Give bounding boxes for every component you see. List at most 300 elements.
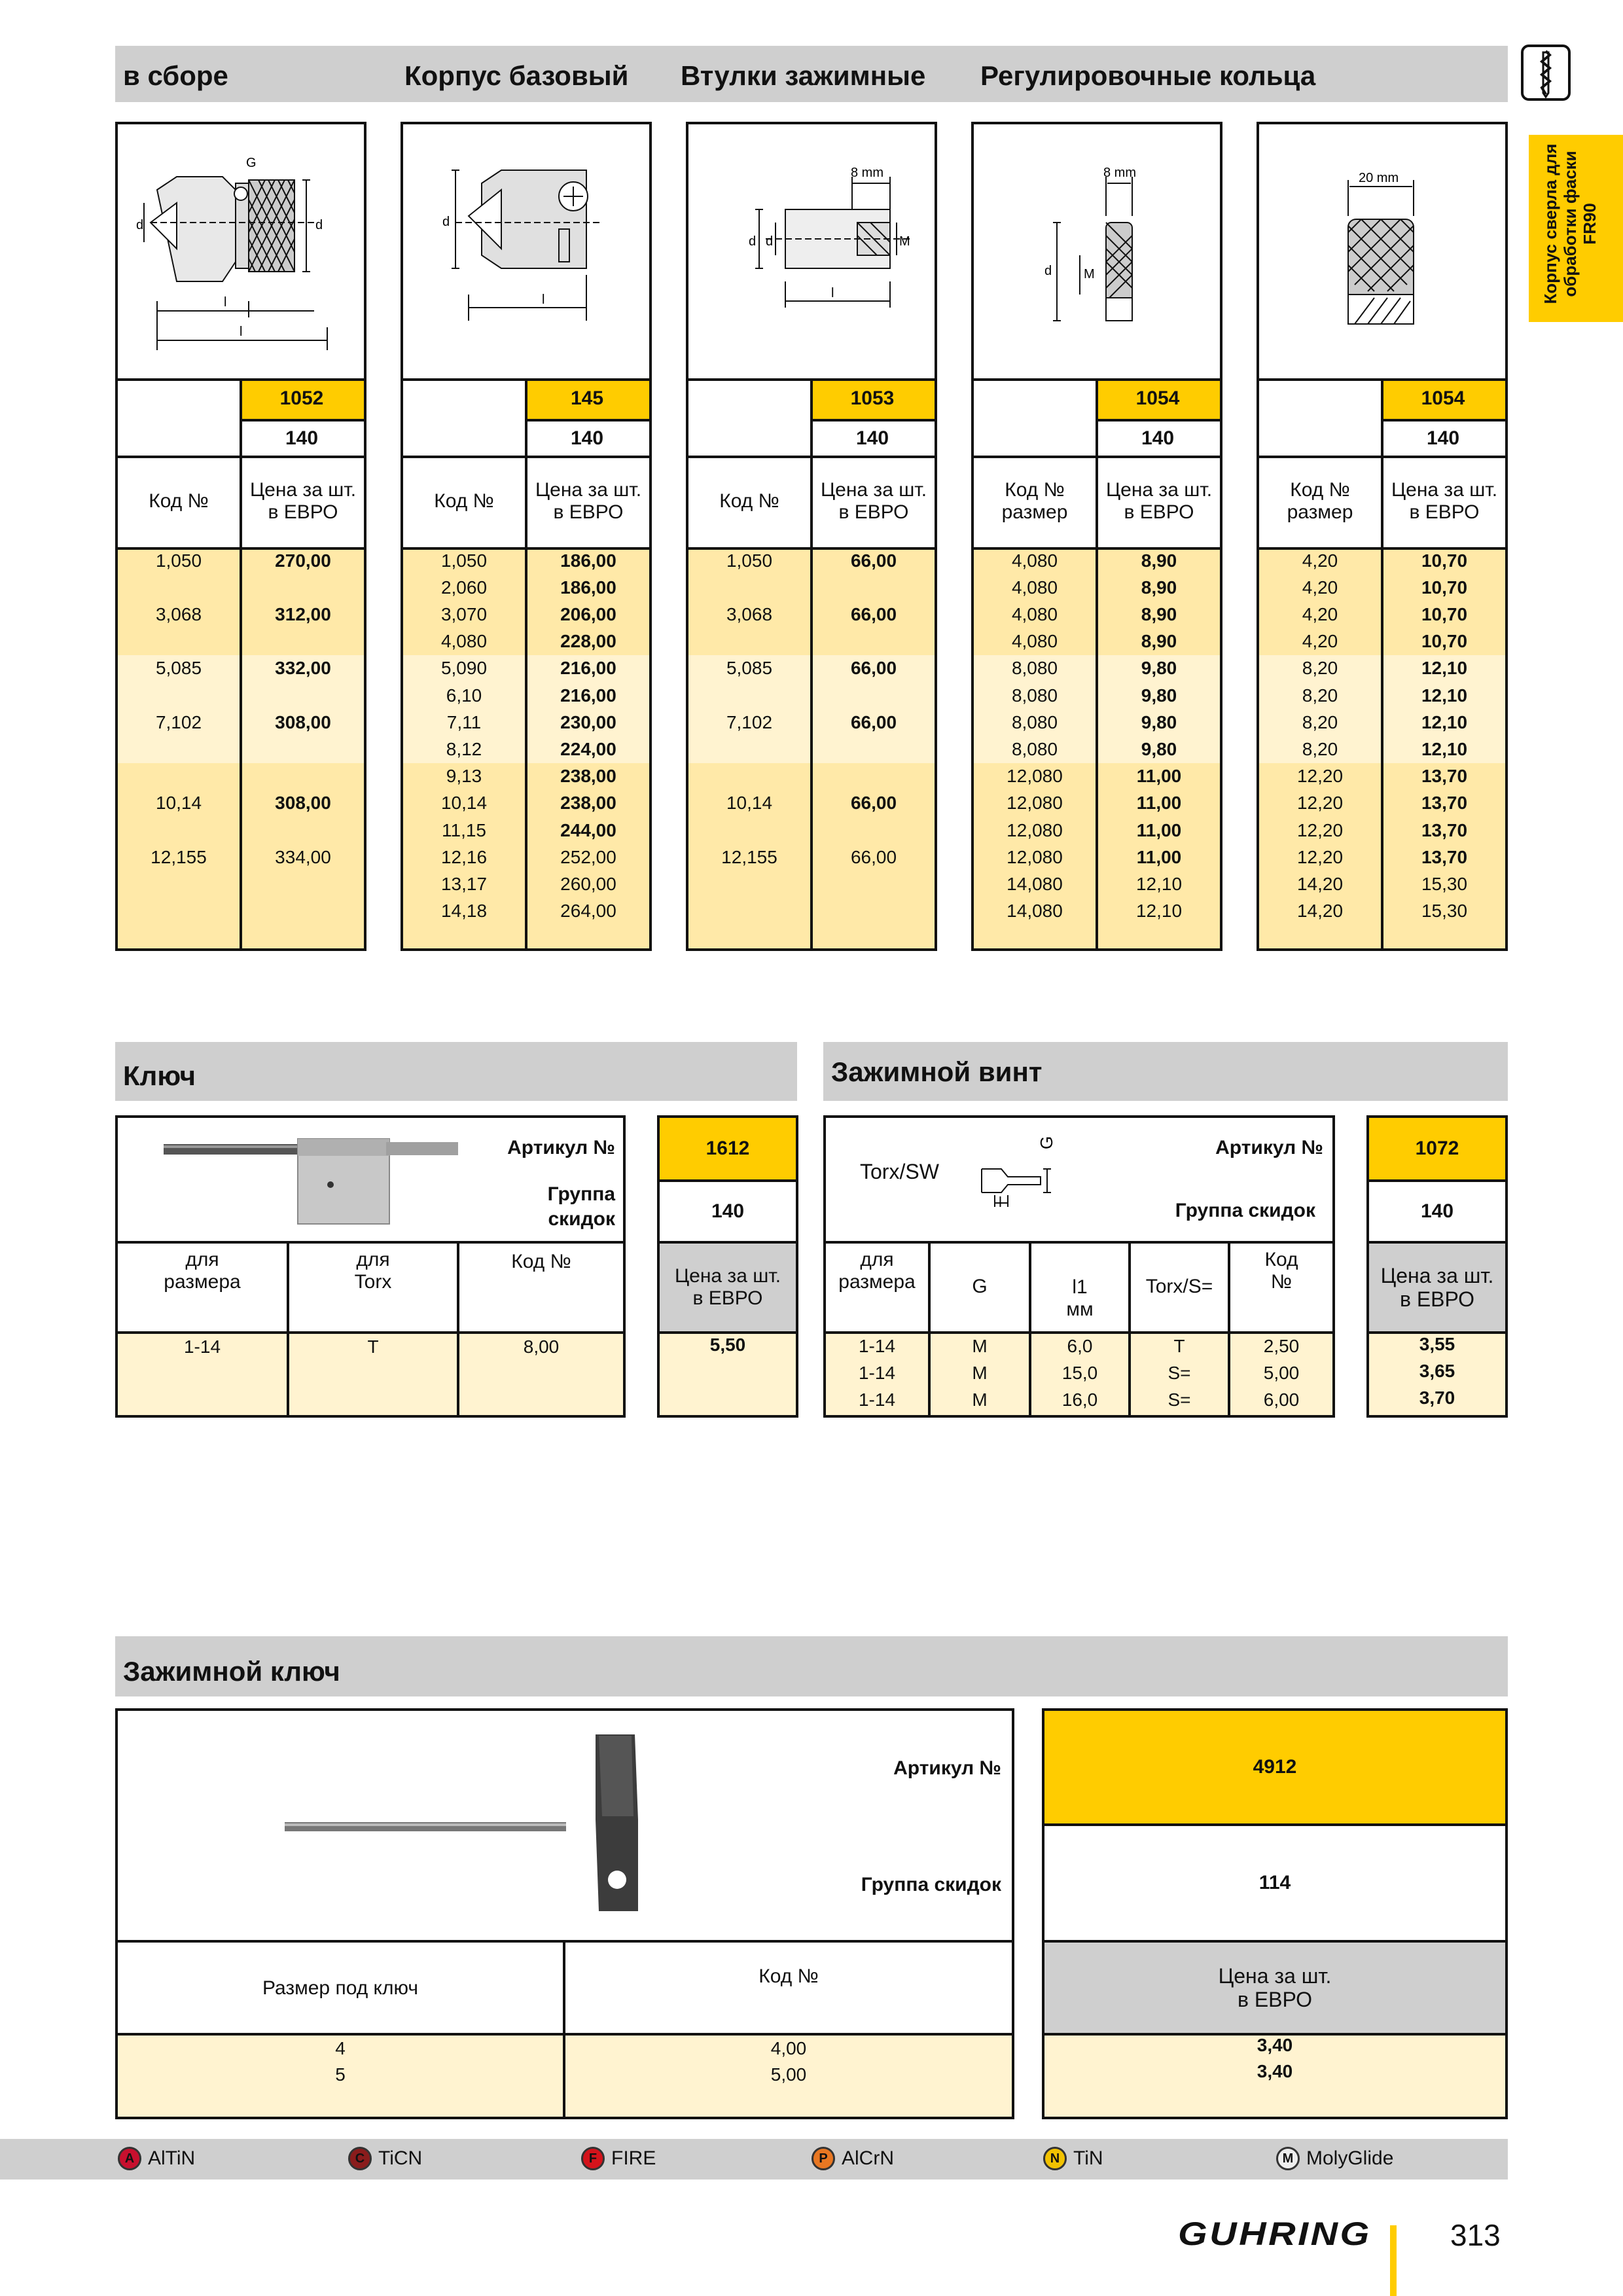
tkey-article-label: Артикул № — [893, 1757, 1001, 1779]
price-head-line: Цена за шт. — [1105, 479, 1213, 501]
code-head-line: размер — [1287, 501, 1353, 523]
price-cell — [242, 630, 364, 654]
price-cell — [813, 737, 935, 761]
assembled-drawing — [131, 131, 366, 367]
price-column-head — [1383, 458, 1505, 545]
coating-item — [348, 2145, 422, 2172]
price-cell: 216,00 — [560, 685, 616, 706]
code-cell: 14,080 — [1007, 901, 1063, 922]
code-cell: 12,080 — [1007, 819, 1063, 840]
price-head-line: в ЕВРО — [1409, 501, 1480, 523]
key-col2-head-l2: Torx — [354, 1271, 392, 1293]
code-cell: 5,090 — [440, 658, 488, 679]
hex-key-image — [164, 1132, 504, 1230]
screw-cell: S= — [1168, 1363, 1191, 1383]
label-d2: d — [749, 234, 757, 249]
price-cell: 12,10 — [1421, 711, 1468, 732]
price-cell — [813, 899, 935, 924]
code-cell: 4,20 — [1302, 631, 1338, 652]
screw-title: Зажимной винт — [831, 1056, 1043, 1087]
price-cell: 9,80 — [1141, 711, 1177, 732]
key-col2-head — [289, 1249, 457, 1295]
screw-col-head-line: № — [1270, 1271, 1293, 1293]
price-head-line: в ЕВРО — [268, 501, 338, 523]
label-d2: d — [315, 218, 323, 232]
price-column-head — [1098, 458, 1220, 545]
code-cell: 12,20 — [1296, 846, 1344, 867]
screw-cell: 5,00 — [1263, 1363, 1300, 1383]
coating-label: TiCN — [378, 2147, 423, 2169]
discount-group: 140 — [855, 427, 889, 449]
side-tab-line2: обработки фаски — [1560, 151, 1580, 297]
key-price-head-l1: Цена за шт. — [674, 1265, 781, 1287]
code-cell: 8,20 — [1302, 738, 1338, 759]
screw-cell: 1-14 — [858, 1336, 896, 1356]
price-cell: 66,00 — [850, 550, 897, 571]
key-row-size: 1-14 — [183, 1336, 221, 1357]
price-cell: 230,00 — [560, 711, 616, 732]
price-cell: 260,00 — [560, 873, 616, 894]
screw-cell: 6,00 — [1263, 1390, 1300, 1410]
tkey-article: 4912 — [1044, 1711, 1505, 1823]
price-cell: 66,00 — [850, 793, 897, 814]
label-d1: d — [136, 218, 144, 232]
coating-altin-icon: A — [118, 2147, 141, 2170]
key-header-bar — [115, 1042, 797, 1101]
code-cell: 12,16 — [440, 846, 488, 867]
torx-label: Torx/SW — [860, 1160, 939, 1183]
price-cell: 186,00 — [560, 550, 616, 571]
price-cell: 11,00 — [1136, 766, 1182, 787]
tkey-row-code: 5,00 — [770, 2064, 807, 2085]
price-cell: 12,10 — [1421, 685, 1468, 706]
t-handle-key-image — [281, 1728, 674, 1924]
code-cell: 12,080 — [1007, 766, 1063, 787]
code-cell: 3,070 — [440, 603, 488, 624]
tkey-price-head-l1: Цена за шт. — [1218, 1964, 1332, 1988]
key-row-code: 8,00 — [523, 1336, 560, 1357]
code-cell: 8,080 — [1011, 711, 1058, 732]
tkey-title: Зажимной ключ — [123, 1656, 340, 1687]
label-l1: l — [542, 293, 545, 307]
code-cell — [688, 764, 810, 789]
header-base-body: Корпус базовый — [404, 60, 629, 91]
code-cell: 12,20 — [1296, 819, 1344, 840]
screw-cell: M — [972, 1390, 988, 1410]
price-cell: 13,70 — [1421, 819, 1468, 840]
header-adjust-rings: Регулировочные кольца — [980, 60, 1316, 91]
price-cell: 224,00 — [560, 738, 616, 759]
key-group: 140 — [711, 1200, 745, 1222]
coating-label: FIRE — [611, 2147, 656, 2169]
code-cell: 10,14 — [440, 793, 488, 814]
price-column-head — [527, 458, 649, 545]
code-cell: 8,20 — [1302, 658, 1338, 679]
code-cell: 8,12 — [446, 738, 482, 759]
price-cell: 244,00 — [560, 819, 616, 840]
base-body-drawing — [416, 144, 639, 353]
code-cell: 12,080 — [1007, 846, 1063, 867]
screw-drawing — [969, 1130, 1067, 1208]
code-head-line: Код № — [1005, 479, 1065, 501]
side-tab-line1: Корпус сверла для — [1541, 143, 1560, 304]
screw-cell: T — [1173, 1336, 1185, 1356]
tkey-row-size: 4 — [335, 2038, 346, 2058]
code-cell: 14,18 — [440, 901, 488, 922]
code-cell — [688, 575, 810, 600]
coating-label: TiN — [1073, 2147, 1103, 2169]
code-cell: 4,080 — [440, 631, 488, 652]
price-cell: 312,00 — [275, 603, 331, 624]
code-cell — [688, 872, 810, 896]
price-cell: 66,00 — [850, 711, 897, 732]
key-row-torx: T — [367, 1336, 379, 1357]
price-cell: 252,00 — [560, 846, 616, 867]
price-cell — [813, 764, 935, 789]
screw-price-head-l2: в ЕВРО — [1399, 1287, 1475, 1311]
code-cell — [118, 764, 240, 789]
key-title: Ключ — [123, 1060, 196, 1091]
code-cell — [118, 683, 240, 708]
screw-article-label: Артикул № — [1215, 1137, 1323, 1158]
price-cell: 238,00 — [560, 793, 616, 814]
ring-drawing — [982, 164, 1204, 347]
code-cell: 9,13 — [446, 766, 482, 787]
code-cell: 1,050 — [155, 550, 202, 571]
ring-20mm-drawing — [1263, 164, 1486, 347]
price-cell — [813, 630, 935, 654]
tkey-row-code: 4,00 — [770, 2038, 807, 2058]
price-cell: 12,10 — [1135, 873, 1183, 894]
code-cell: 3,068 — [726, 603, 773, 624]
label-20mm: 20 mm — [1359, 171, 1399, 185]
price-cell: 15,30 — [1421, 873, 1468, 894]
label-d1: d — [766, 234, 774, 249]
price-cell — [242, 683, 364, 708]
screw-group-label: Группа скидок — [1175, 1200, 1315, 1221]
screw-article: 1072 — [1369, 1118, 1505, 1179]
code-cell: 1,050 — [440, 550, 488, 571]
price-cell — [242, 872, 364, 896]
tkey-col1-head: Размер под ключ — [262, 1977, 418, 1999]
screw-cell: 1-14 — [858, 1390, 896, 1410]
price-cell — [813, 575, 935, 600]
screw-cell: 6,0 — [1067, 1336, 1093, 1356]
code-cell: 12,20 — [1296, 793, 1344, 814]
price-cell: 15,30 — [1421, 901, 1468, 922]
code-cell: 8,20 — [1302, 685, 1338, 706]
discount-group: 140 — [1426, 427, 1460, 449]
bushing-drawing — [700, 164, 923, 334]
screw-divider — [823, 1241, 1335, 1244]
code-cell: 4,20 — [1302, 577, 1338, 598]
key-col1-head-l2: размера — [164, 1271, 241, 1293]
key-price: 5,50 — [709, 1335, 746, 1355]
price-cell: 11,00 — [1136, 819, 1182, 840]
code-cell — [688, 737, 810, 761]
key-article: 1612 — [660, 1118, 796, 1179]
screw-price: 3,65 — [1419, 1361, 1455, 1381]
key-price-head — [660, 1244, 796, 1331]
code-column-head: Код № — [149, 490, 209, 512]
code-cell: 14,080 — [1007, 873, 1063, 894]
code-cell: 4,20 — [1302, 550, 1338, 571]
code-cell: 4,080 — [1011, 577, 1058, 598]
screw-cell: M — [972, 1336, 988, 1356]
code-cell: 5,085 — [726, 658, 773, 679]
price-cell: 10,70 — [1421, 577, 1468, 598]
side-tab-line3: FR90 — [1580, 203, 1599, 245]
price-cell: 13,70 — [1421, 793, 1468, 814]
screw-price-head — [1369, 1244, 1505, 1331]
code-cell: 12,155 — [151, 846, 207, 867]
screw-col-head — [826, 1249, 928, 1299]
code-cell — [688, 630, 810, 654]
screw-col-head — [931, 1274, 1029, 1300]
price-cell: 13,70 — [1421, 766, 1468, 787]
code-cell: 10,14 — [155, 793, 202, 814]
discount-group: 140 — [570, 427, 604, 449]
screw-col-head-line: мм — [1066, 1299, 1094, 1320]
coating-item — [812, 2145, 894, 2172]
code-cell: 5,085 — [155, 658, 202, 679]
screw-col-head-line: для — [860, 1249, 894, 1270]
screw-col-head-line: размера — [838, 1271, 916, 1293]
coating-label: MolyGlide — [1306, 2147, 1394, 2169]
code-cell: 13,17 — [440, 873, 488, 894]
label-G: G — [1037, 1136, 1056, 1149]
price-cell: 66,00 — [850, 846, 897, 867]
tkey-row-size: 5 — [335, 2064, 346, 2085]
key-article-label: Артикул № — [507, 1137, 615, 1158]
coating-molyglide-icon: M — [1276, 2147, 1300, 2170]
price-cell: 9,80 — [1141, 658, 1177, 679]
code-cell: 4,080 — [1011, 631, 1058, 652]
price-column-head — [242, 458, 364, 545]
discount-group: 140 — [1141, 427, 1175, 449]
screw-col-head — [1230, 1249, 1332, 1299]
code-cell — [118, 630, 240, 654]
price-cell: 9,80 — [1141, 738, 1177, 759]
label-M: M — [899, 234, 910, 249]
price-cell — [813, 683, 935, 708]
price-head-line: Цена за шт. — [820, 479, 927, 501]
coating-alcrn-icon: P — [812, 2147, 835, 2170]
price-cell: 8,90 — [1141, 550, 1177, 571]
tkey-col2-head: Код № — [758, 1965, 819, 1987]
price-cell: 216,00 — [560, 658, 616, 679]
coating-item — [1043, 2145, 1103, 2172]
discount-group: 140 — [285, 427, 319, 449]
price-cell: 11,00 — [1136, 793, 1182, 814]
code-cell: 1,050 — [726, 550, 773, 571]
tkey-price: 3,40 — [1257, 2035, 1293, 2055]
coating-ticn-icon: C — [348, 2147, 372, 2170]
label-8mm: 8 mm — [1103, 166, 1136, 180]
side-tab — [1529, 135, 1623, 322]
price-cell: 264,00 — [560, 901, 616, 922]
code-column-head — [1259, 458, 1381, 545]
code-cell — [688, 683, 810, 708]
price-cell: 12,10 — [1421, 738, 1468, 759]
label-l2: l — [831, 286, 834, 300]
price-cell — [813, 872, 935, 896]
price-cell: 206,00 — [560, 603, 616, 624]
price-cell — [242, 818, 364, 842]
price-cell: 66,00 — [850, 603, 897, 624]
header-assembled: в сборе — [123, 60, 228, 91]
key-divider — [115, 1241, 626, 1244]
tkey-price-head — [1044, 1943, 1505, 2033]
code-cell: 8,080 — [1011, 738, 1058, 759]
tkey-price-head-l2: в ЕВРО — [1237, 1988, 1313, 2011]
price-head-line: в ЕВРО — [1124, 501, 1194, 523]
label-d2: d — [442, 215, 450, 229]
code-cell: 10,14 — [726, 793, 773, 814]
code-cell — [118, 737, 240, 761]
price-head-line: в ЕВРО — [838, 501, 909, 523]
price-cell: 8,90 — [1141, 603, 1177, 624]
code-column-head: Код № — [719, 490, 779, 512]
price-cell — [242, 737, 364, 761]
coating-label: AlTiN — [148, 2147, 196, 2169]
header-clamp-bushings: Втулки зажимные — [681, 60, 926, 91]
key-col3-head — [459, 1249, 623, 1275]
price-cell: 270,00 — [275, 550, 331, 571]
screw-col-head-line: l1 — [1072, 1276, 1088, 1298]
label-d4: d — [1044, 264, 1052, 278]
key-price-head-l2: в ЕВРО — [692, 1287, 763, 1309]
code-cell: 7,102 — [726, 711, 773, 732]
key-col3-head-l1: Код № — [511, 1251, 571, 1272]
price-cell — [242, 764, 364, 789]
code-column-head — [974, 458, 1096, 545]
code-cell: 8,080 — [1011, 658, 1058, 679]
price-cell: 228,00 — [560, 631, 616, 652]
code-cell: 11,15 — [442, 819, 486, 840]
screw-cell: 15,0 — [1061, 1363, 1098, 1383]
screw-price: 3,70 — [1419, 1388, 1455, 1408]
label-G: G — [246, 156, 257, 170]
code-cell: 6,10 — [446, 685, 482, 706]
screw-price-head-l1: Цена за шт. — [1380, 1264, 1494, 1287]
price-cell: 332,00 — [275, 658, 331, 679]
code-cell: 7,102 — [155, 711, 202, 732]
code-cell: 14,20 — [1296, 901, 1344, 922]
price-cell: 308,00 — [275, 793, 331, 814]
code-cell: 4,20 — [1302, 603, 1338, 624]
label-l1: l — [999, 1194, 1002, 1208]
price-cell: 10,70 — [1421, 603, 1468, 624]
price-cell: 8,90 — [1141, 631, 1177, 652]
screw-cell: 1-14 — [858, 1363, 896, 1383]
article-number: 145 — [525, 378, 649, 419]
coating-fire-icon: F — [581, 2147, 605, 2170]
article-number: 1054 — [1381, 378, 1505, 419]
code-cell: 14,20 — [1296, 873, 1344, 894]
price-cell: 12,10 — [1421, 658, 1468, 679]
code-cell: 4,080 — [1011, 603, 1058, 624]
price-head-line: Цена за шт. — [1391, 479, 1498, 501]
coating-item — [118, 2145, 195, 2172]
code-cell — [118, 575, 240, 600]
label-l4: l — [224, 295, 227, 310]
screw-col-head-line: G — [972, 1276, 988, 1297]
price-column-head — [813, 458, 935, 545]
code-cell: 12,080 — [1007, 793, 1063, 814]
key-group-label-line1: Группа — [547, 1183, 615, 1205]
code-cell — [118, 899, 240, 924]
footer-divider — [1390, 2225, 1397, 2296]
key-col1-head-l1: для — [185, 1249, 219, 1270]
code-cell: 4,080 — [1011, 550, 1058, 571]
price-cell: 8,90 — [1141, 577, 1177, 598]
code-cell — [118, 818, 240, 842]
screw-group: 140 — [1420, 1200, 1454, 1222]
code-cell — [118, 872, 240, 896]
key-col1-head — [118, 1249, 287, 1295]
price-head-line: Цена за шт. — [249, 479, 357, 501]
price-cell: 13,70 — [1421, 846, 1468, 867]
code-cell: 12,155 — [721, 846, 777, 867]
code-cell — [688, 899, 810, 924]
screw-col-head — [1131, 1274, 1228, 1300]
label-8mm: 8 mm — [851, 166, 883, 180]
code-cell: 3,068 — [155, 603, 202, 624]
screw-cell: 2,50 — [1263, 1336, 1300, 1356]
screw-cell: 16,0 — [1061, 1390, 1098, 1410]
code-head-line: Код № — [1290, 479, 1350, 501]
code-head-line: размер — [1001, 501, 1068, 523]
coating-label: AlCrN — [842, 2147, 894, 2169]
tkey-group: 114 — [1258, 1872, 1291, 1893]
price-cell: 238,00 — [560, 766, 616, 787]
price-cell — [813, 818, 935, 842]
code-cell: 2,060 — [440, 577, 488, 598]
label-l5: l — [240, 325, 243, 339]
price-cell: 186,00 — [560, 577, 616, 598]
coating-tin-icon: N — [1043, 2147, 1067, 2170]
price-cell: 12,10 — [1135, 901, 1183, 922]
price-cell: 9,80 — [1141, 685, 1177, 706]
code-column-head: Код № — [434, 490, 494, 512]
drill-icon — [1521, 45, 1571, 101]
page-number: 313 — [1450, 2218, 1501, 2252]
brand-text: GUHRING — [1178, 2215, 1372, 2252]
price-cell — [242, 575, 364, 600]
price-cell: 11,00 — [1136, 846, 1182, 867]
price-cell: 308,00 — [275, 711, 331, 732]
code-cell: 8,20 — [1302, 711, 1338, 732]
coating-item — [581, 2145, 656, 2172]
article-number: 1054 — [1096, 378, 1220, 419]
screw-col-head-line: Torx/S= — [1145, 1276, 1213, 1297]
key-col2-head-l1: для — [356, 1249, 390, 1270]
tkey-group-label: Группа скидок — [861, 1874, 1001, 1895]
code-cell — [688, 818, 810, 842]
screw-col-head-line: Код — [1264, 1249, 1298, 1270]
price-cell: 10,70 — [1421, 631, 1468, 652]
price-cell — [242, 899, 364, 924]
screw-cell: M — [972, 1363, 988, 1383]
brand-logo — [1178, 2215, 1372, 2253]
price-cell: 66,00 — [850, 658, 897, 679]
code-cell: 12,20 — [1296, 766, 1344, 787]
screw-cell: S= — [1168, 1390, 1191, 1410]
article-number: 1052 — [240, 378, 364, 419]
article-number: 1053 — [810, 378, 935, 419]
price-head-line: в ЕВРО — [553, 501, 624, 523]
